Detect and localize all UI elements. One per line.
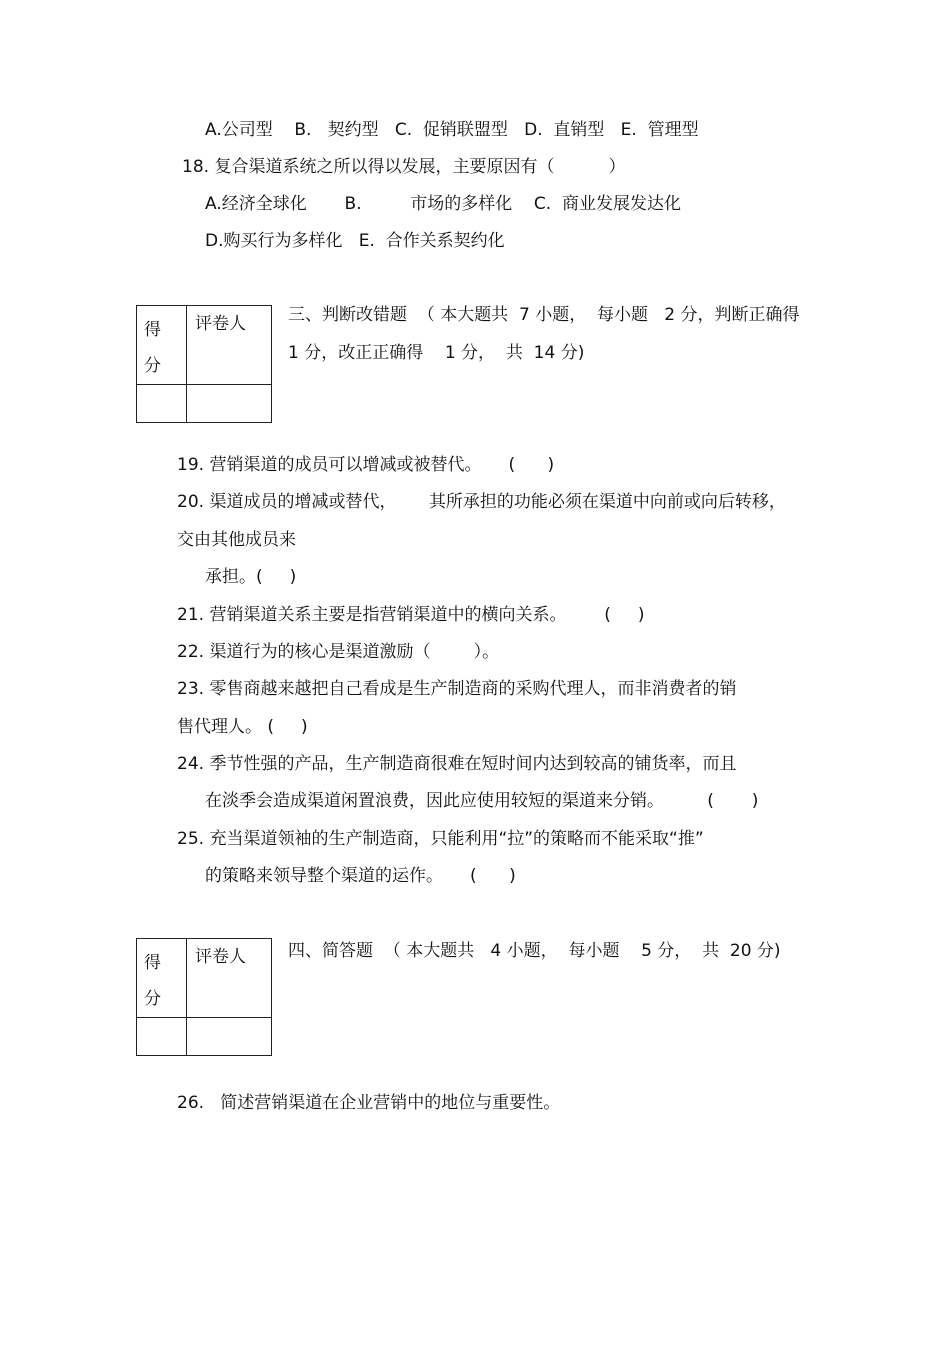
q22: 22. 渠道行为的核心是渠道激励（ ）。 (177, 642, 500, 662)
grader-label: 评卷人 (195, 947, 246, 967)
q20-line2: 交由其他成员来 (177, 530, 296, 550)
q23-line1: 23. 零售商越来越把自己看成是生产制造商的采购代理人，而非消费者的销 (177, 679, 737, 699)
q25-line1: 25. 充当渠道领袖的生产制造商，只能利用“拉”的策略而不能采取“推” (177, 829, 704, 849)
score-label: 得分 (144, 953, 161, 1009)
section3-score-box (136, 305, 272, 423)
q20-line3: 承担。( ) (205, 567, 297, 587)
section4-heading: 四、简答题 （ 本大题共 4 小题， 每小题 5 分， 共 20 分) (288, 941, 781, 961)
q20-line1: 20. 渠道成员的增减或替代， 其所承担的功能必须在渠道中向前或向后转移， (177, 492, 786, 512)
grader-label-cell (187, 939, 272, 1018)
grader-blank-cell[interactable] (187, 385, 272, 423)
score-label: 得分 (144, 320, 161, 376)
q24-line2: 在淡季会造成渠道闲置浪费，因此应使用较短的渠道来分销。 ( ) (205, 791, 759, 811)
q23-line2: 售代理人。 ( ) (177, 717, 308, 737)
score-label-cell (137, 306, 187, 385)
q18-stem: 18. 复合渠道系统之所以得以发展，主要原因有（ ） (182, 157, 626, 177)
score-blank-cell[interactable] (137, 385, 187, 423)
q26: 26. 简述营销渠道在企业营销中的地位与重要性。 (177, 1093, 561, 1113)
score-label-cell (137, 939, 187, 1018)
grader-blank-cell[interactable] (187, 1018, 272, 1056)
q18-options-line2: D.购买行为多样化 E. 合作关系契约化 (205, 231, 505, 251)
q17-options: A.公司型 B. 契约型 C. 促销联盟型 D. 直销型 E. 管理型 (205, 120, 699, 140)
score-blank-cell[interactable] (137, 1018, 187, 1056)
q24-line1: 24. 季节性强的产品，生产制造商很难在短时间内达到较高的铺货率，而且 (177, 754, 737, 774)
grader-label: 评卷人 (195, 314, 246, 334)
section3-heading-line2: 1 分，改正正确得 1 分， 共 14 分) (288, 343, 585, 363)
q21: 21. 营销渠道关系主要是指营销渠道中的横向关系。 ( ) (177, 605, 645, 625)
section3-heading-line1: 三、判断改错题 （ 本大题共 7 小题， 每小题 2 分，判断正确得 (288, 305, 800, 325)
q19: 19. 营销渠道的成员可以增减或被替代。 ( ) (177, 455, 555, 475)
q18-options-line1: A.经济全球化 B. 市场的多样化 C. 商业发展发达化 (205, 194, 681, 214)
q25-line2: 的策略来领导整个渠道的运作。 ( ) (205, 866, 516, 886)
grader-label-cell (187, 306, 272, 385)
section4-score-box (136, 938, 272, 1056)
